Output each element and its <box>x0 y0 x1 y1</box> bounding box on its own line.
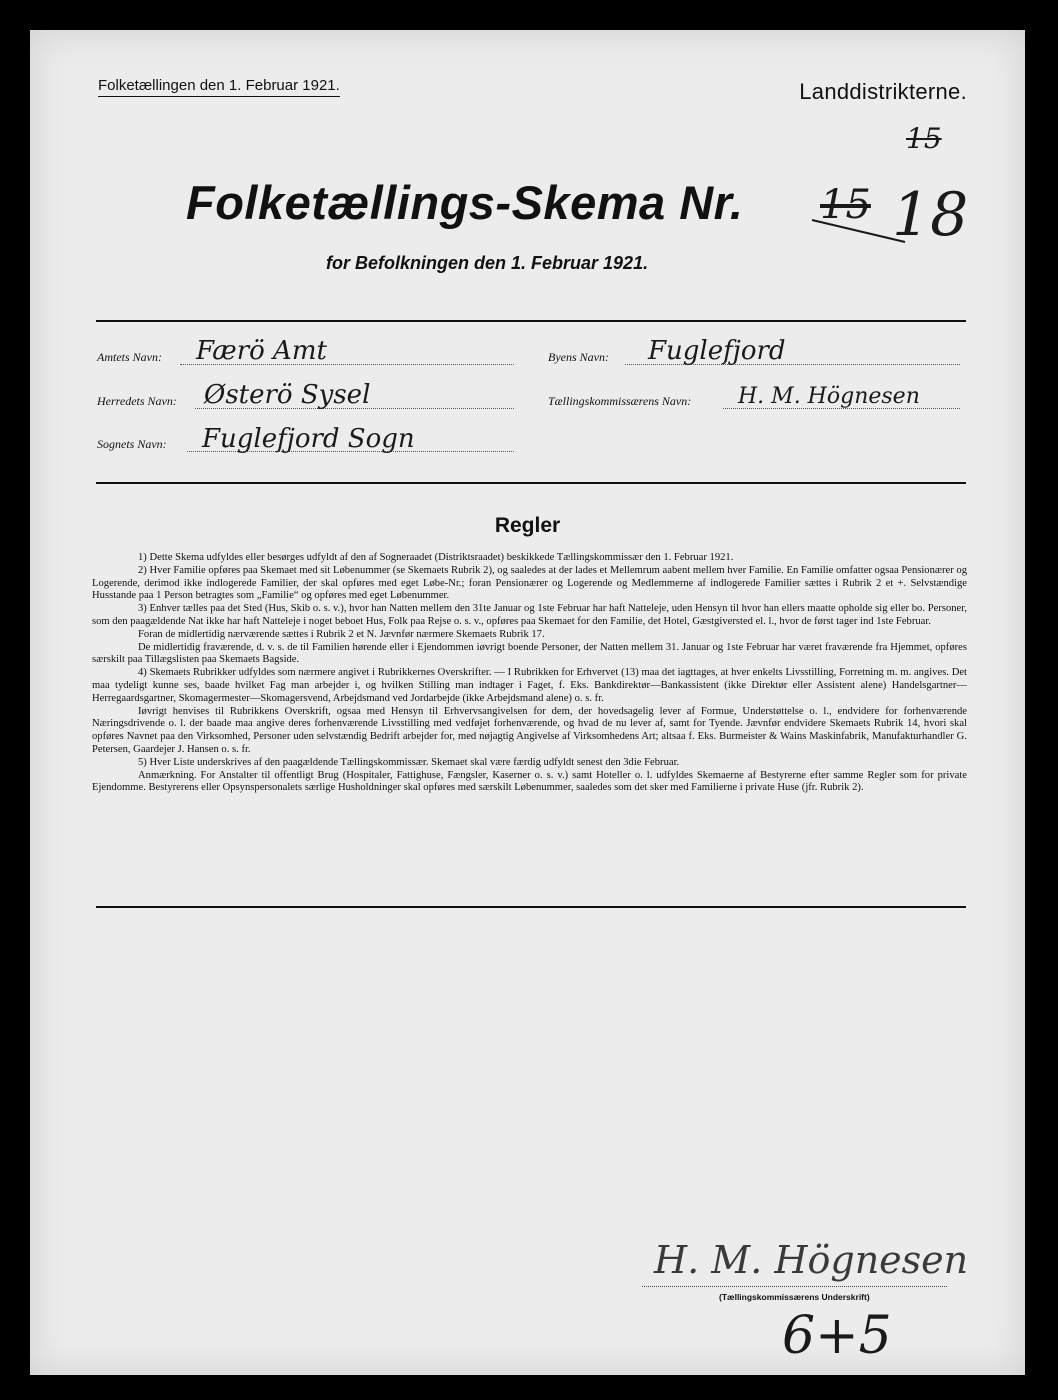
form-number-above: 15 <box>906 122 942 155</box>
regel-3: 3) Enhver tælles paa det Sted (Hus, Skib o. s. v.), hvor han Natten mellem den 31te Januar og 1ste Februar har haft Natteleje, uden Hensyn til hvor han ellers maatte opholde sig eller bo. Personer, som den paagældende Nat ikke har haft Natteleje i noget beboet Hus, Folk paa Rejse o. s. v., opføres paa Skemaet for den Familie, det Hotel, Gæstgiversted el. l., hvor de først tager ind 1ste Februar. <box>92 603 967 627</box>
regel-5: 5) Hver Liste underskrives af den paagældende Tællingskommissær. Skemaet skal være færdig udfyldt senest den 3die Februar. <box>138 756 680 768</box>
regel-3c: De midlertidig fraværende, d. v. s. de til Familien hørende eller i Ejendommen iøvrigt boende Personer, der Natten mellem 31. Januar og 1ste Februar har været fraværende fra Hjemmet, opføres særskilt paa Tillægslisten paa Skemaets Bagside. <box>92 641 967 666</box>
amt-label: Amtets Navn: <box>97 350 162 364</box>
strike-stroke <box>810 190 910 250</box>
by-value: Fuglefjord <box>648 336 786 366</box>
crossed-form-number: 15 <box>820 182 871 228</box>
by-label: Byens Navn: <box>548 350 609 364</box>
regel-3b: Foran de midlertidig nærværende sættes i Rubrik 2 et N. Jævnfør nærmere Skemaets Rubrik 17. <box>138 628 545 640</box>
district-type-header: Landdistrikterne. <box>799 79 967 104</box>
anmaerkning: Anmærkning. For Anstalter til offentligt Brug (Hospitaler, Fattighuse, Fængsler, Kaserner o. s. v.) samt Hoteller o. l. udfyldes Skemaerne af Bestyrerne efter samme Regler som for private Ejendomme. Bestyrerens eller Opsynspersonalets særlige Husholdninger skal opføres med særskilt Løbenummer, saaledes som det sker med Familierne i private Huse (jfr. Rubrik 2). <box>92 769 967 794</box>
herred-value: Østerö Sysel <box>204 380 371 410</box>
form-title: Folketællings-Skema Nr. <box>186 176 744 229</box>
amt-value: Færö Amt <box>196 336 327 366</box>
census-form-page <box>30 30 1025 1375</box>
herred-label: Herredets Navn: <box>97 394 177 408</box>
regel-4b: Iøvrigt henvises til Rubrikkens Overskrift, ogsaa med Hensyn til Erhvervsangivelsen for dem, der hovedsagelig lever af Formue, Understøttelse o. l., endvidere for forhenværende Næringsdrivende o. l. der baade maa angive deres forhenværende Livsstilling med vedføjet forhenværende, og hvad de nu lever af, samt for Tyende. Jævnfør endvidere Skemaets Rubrik 14, hvori skal opføres Navnet paa den Virksomhed, Personer uden selvstændig Bedrift arbejder for, med nøjagtig Angivelse af Virksomhedens Art; altsaa f. Eks. Burmeister & Wains Maskinfabrik, Manufakturhandler G. Petersen, Gaardejer J. Hansen o. s. fr. <box>92 705 967 755</box>
signature: H. M. Högnesen <box>654 1238 969 1282</box>
page-annotation: 6+5 <box>782 1306 892 1366</box>
form-number: 18 <box>892 180 969 250</box>
top-divider <box>96 320 966 322</box>
regler-body <box>92 552 967 795</box>
signature-line <box>642 1286 947 1287</box>
census-date-header: Folketællingen den 1. Februar 1921. <box>98 77 340 97</box>
sogn-value: Fuglefjord Sogn <box>202 424 415 454</box>
signature-caption: (Tællingskommissærens Underskrift) <box>719 1292 870 1302</box>
regel-4: 4) Skemaets Rubrikker udfyldes som nærmere angivet i Rubrikkernes Overskrifter. — I Rubrikken for Erhvervet (13) maa det iagttages, at hver enkelts Livsstilling, Forretning m. m. angives. Det maa tydeligt kunne ses, baade hvilket Fag man arbejder i, og hvilken Stilling man indtager i Faget, f. Eks. Bankdirektør—Bankassistent (ikke Direktør eller Assistent alene) Handelsgartner—Herregaardsgartner, Skomagermester—Skomagersvend, Arbejdsmand ved Jordarbejde (ikke Arbejdsmand alene) o. s. fr. <box>92 667 967 704</box>
bottom-divider <box>96 906 966 908</box>
regel-2: 2) Hver Familie opføres paa Skemaet med sit Løbenummer (se Skemaets Rubrik 2), og saaledes at der lades et Mellemrum aabent mellem hver Familie. En Familie omfatter ogsaa Pensionærer og Logerende, derimod ikke indlogerede Familier, der skal opføres med eget Løbe-Nr.; foran Pensionærer og Logerende og Medlemmerne af indlogerede Familier sættes i Rubrik 2 et +. Selvstændige Husstande paa 1 Person betragtes som „Familie“ og opføres med eget Løbenummer. <box>92 564 967 602</box>
kommissaer-value: H. M. Högnesen <box>738 384 920 409</box>
mid-divider <box>96 482 966 484</box>
regler-heading: Regler <box>494 514 561 537</box>
regel-1: 1) Dette Skema udfyldes eller besørges udfyldt af den af Sogneraadet (Distriktsraadet) beskikkede Tællingskommissær den 1. Februar 1921. <box>138 552 734 563</box>
sogn-label: Sognets Navn: <box>97 437 167 451</box>
kommissaer-label: Tællingskommissærens Navn: <box>548 394 692 408</box>
form-subtitle: for Befolkningen den 1. Februar 1921. <box>326 253 649 273</box>
